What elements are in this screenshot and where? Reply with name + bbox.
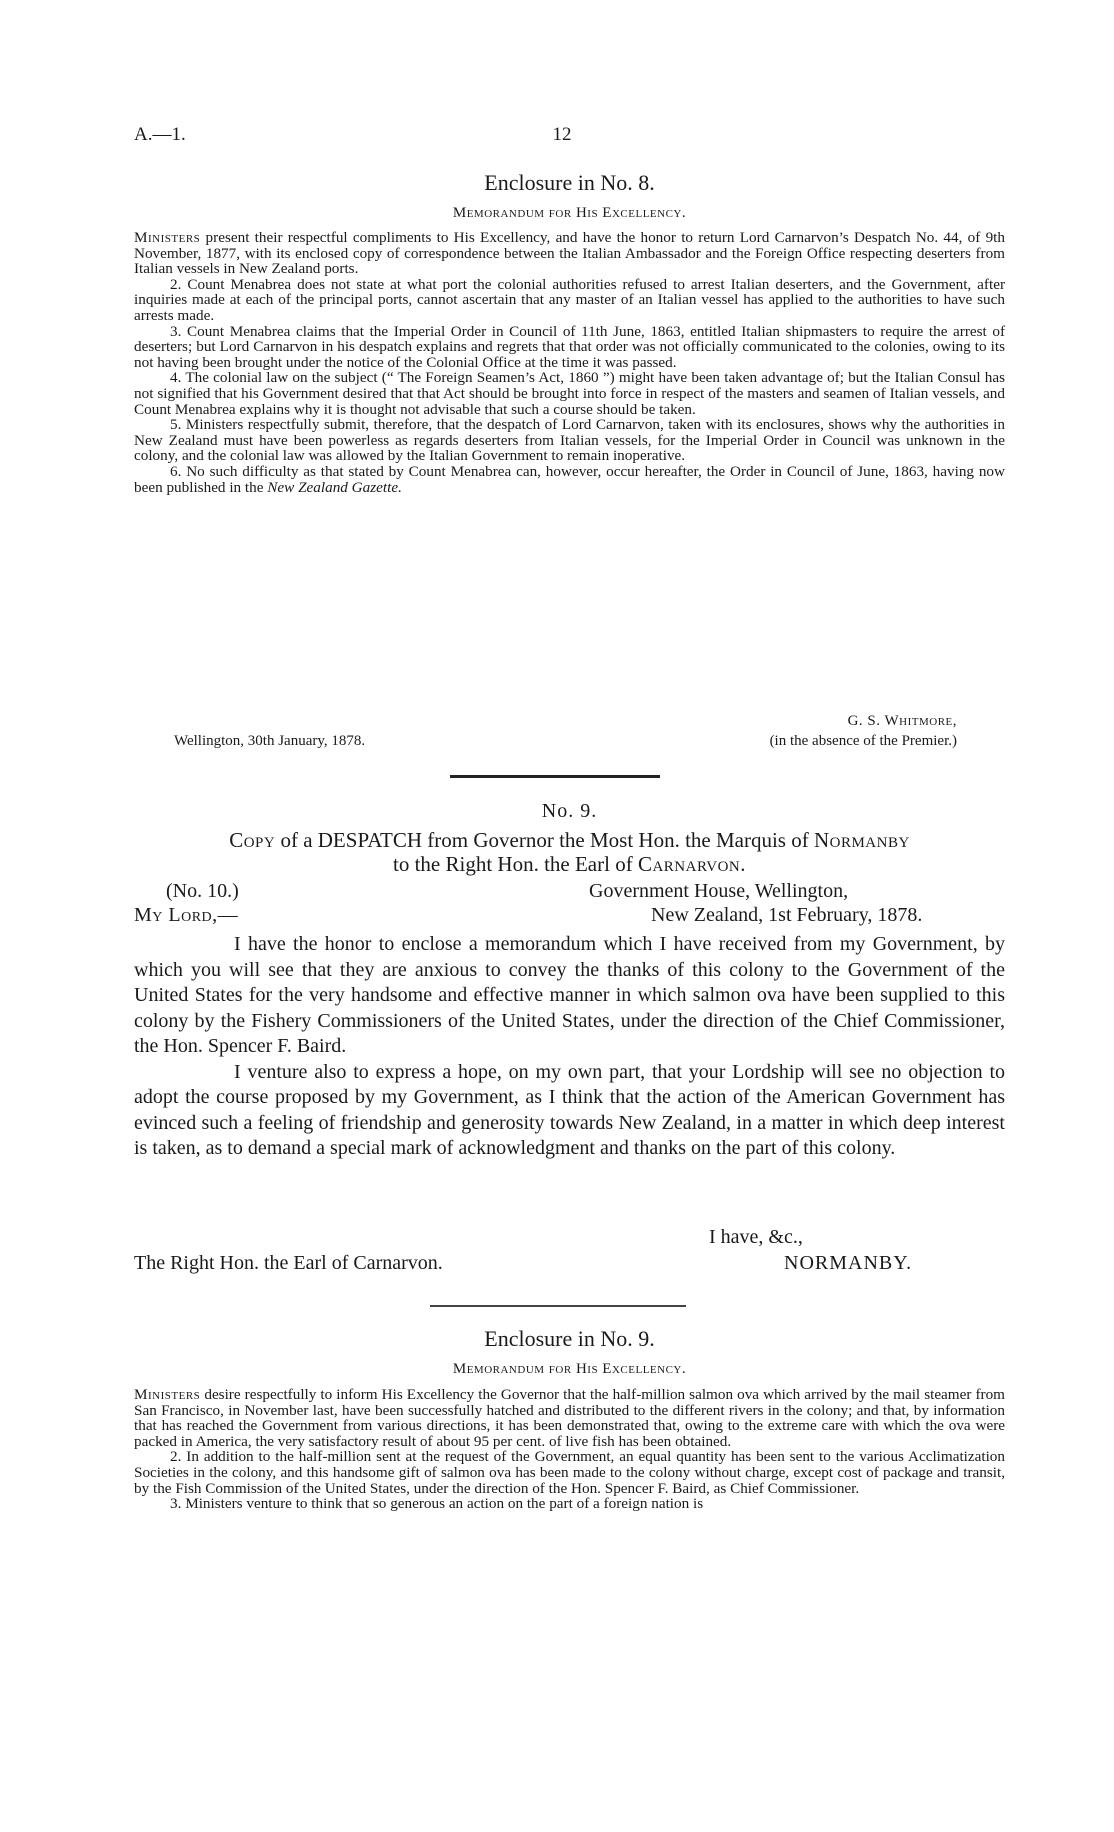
addressee: The Right Hon. the Earl of Carnarvon.	[134, 1252, 443, 1274]
governor-name: Normanby	[813, 828, 910, 852]
signatory-name: G. S. Whitmore,	[847, 713, 957, 729]
section-divider	[450, 775, 660, 778]
enclosure-8-paragraph: 4. The colonial law on the subject (“ The Foreign Seamen’s Act, 1860 ”) might have been taken advantage of; but the Italian Consul has not signified that his Government desired that that Act should be brought into force in respect of the masters and seamen of Italian vessels, and Count Menabrea explains why it is thought not advisable that such a course should be taken.	[134, 369, 1005, 418]
enclosure-8-subtitle: Memorandum for His Excellency.	[452, 205, 687, 221]
despatch-reference	[134, 880, 1005, 928]
address-line-2: New Zealand, 1st February, 1878.	[651, 904, 923, 926]
signatory-note: (in the absence of the Premier.)	[769, 733, 957, 749]
enclosure-9-subtitle: Memorandum for His Excellency.	[452, 1361, 687, 1377]
heading-line-2	[134, 852, 1005, 876]
heading-text: to the Right Hon. the Earl of	[392, 852, 638, 876]
place-date: Wellington, 30th January, 1878.	[174, 733, 366, 749]
despatch-closing	[134, 1226, 1005, 1282]
enclosure-9-paragraph: 2. In addition to the half-million sent at the request of the Government, an equal quantity has been sent to the various Acclimatization Societies in the colony, and this handsome gift of salmon ova has been made to the colony without charge, except cost of package and transit, by the Fish Commission of the United States, under the direction of the Hon. Spencer F. Baird, as Chief Commissioner.	[134, 1448, 1005, 1497]
enclosure-8-paragraph: 2. Count Menabrea does not state at what port the colonial authorities refused to arrest Italian deserters, and the Government, after inquiries made at each of the principal ports, cannot ascertain that any master of an Italian vessel has applied to the authorities to have such arrests made.	[134, 275, 1005, 324]
page-number: 12	[552, 124, 572, 145]
salutation: My Lord,—	[134, 904, 239, 926]
paragraph-lead: Ministers	[134, 1386, 201, 1403]
enclosure-8-paragraph	[134, 230, 1005, 277]
paragraph-lead: Ministers	[134, 229, 201, 246]
section-divider	[430, 1305, 686, 1307]
signature: NORMANBY.	[784, 1252, 913, 1274]
gazette-title: New Zealand Gazette.	[267, 478, 402, 496]
enclosure-8-paragraph: 5. Ministers respectfully submit, therefore, that the despatch of Lord Carnarvon, taken with its enclosures, shows why the authorities in New Zealand must have been powerless as regards deserters from Italian vessels, for the Imperial Order in Council was unknown in the colony, and the colonial law was allowed by the Italian Government to remain inoperative.	[134, 416, 1005, 465]
enclosure-8-body	[134, 230, 1005, 495]
paragraph-text: 6. No such difficulty as that stated by Count Menabrea can, however, occur hereafter, the Order in Council of June, 1863, having now been published in the	[134, 462, 1005, 496]
despatch-paragraph: I have the honor to enclose a memorandum which I have received from my Government, by which you will see that they are anxious to convey the thanks of this colony to the Government of the United States for the very handsome and effective manner in which salmon ova have been supplied to this colony by the Fishery Commissioners of the United States, under the direction of the Chief Commissioner, the Hon. Spencer F. Baird.	[134, 933, 1005, 1057]
enclosure-8-signature-block	[134, 713, 1005, 751]
despatch-body	[134, 932, 1005, 1162]
despatch-paragraph: I venture also to express a hope, on my own part, that your Lordship will see no objection to adopt the course proposed by my Government, as I think that the action of the American Government has evinced such a feeling of friendship and generosity towards New Zealand, in a matter in which deep interest is taken, as to demand a special mark of acknowledgment and thanks on the part of this colony.	[134, 1060, 1005, 1159]
paragraph-text: present their respectful compliments to His Excellency, and have the honor to return Lord Carnarvon’s Despatch No. 44, of 9th November, 1877, with its enclosed copy of correspondence between the Italian Ambassador and the Foreign Office respecting deserters from Italian vessels in New Zealand ports.	[134, 229, 1005, 278]
despatch-heading	[134, 828, 1005, 876]
enclosure-8-paragraph: 3. Count Menabrea claims that the Imperial Order in Council of 11th June, 1863, entitled Italian shipmasters to require the arrest of deserters; but Lord Carnarvon in his despatch explains and regrets that that order was not officially communicated to the colonies, owing to its not having been brought under the notice of the Colonial Office at the time it was passed.	[134, 322, 1005, 371]
enclosure-9-body	[134, 1387, 1005, 1512]
despatch-ref-number: (No. 10.)	[166, 880, 239, 902]
enclosure-9-paragraph: 3. Ministers venture to think that so generous an action on the part of a foreign nation is	[170, 1495, 704, 1513]
heading-line-1	[134, 828, 1005, 852]
address-line-1: Government House, Wellington,	[589, 880, 849, 902]
page-header	[134, 124, 990, 154]
enclosure-8-paragraph	[134, 464, 1005, 495]
document-code: A.—1.	[134, 124, 186, 145]
earl-name: Carnarvon.	[637, 852, 747, 876]
closing-formula: I have, &c.,	[709, 1226, 803, 1248]
enclosure-8-title: Enclosure in No. 8.	[484, 170, 655, 195]
heading-copy: Copy	[229, 828, 276, 852]
heading-text: of a DESPATCH from Governor the Most Hon. the Marquis of	[275, 828, 814, 852]
enclosure-9-title: Enclosure in No. 9.	[484, 1326, 655, 1351]
paragraph-text: desire respectfully to inform His Excellency the Governor that the half-million salmon ova which arrived by the mail steamer from San Francisco, in November last, have been successfully hatched and distributed to the different rivers in the colony; and that, by information that has reached the Government from various directions, it has been demonstrated that, owing to the extreme care with which the ova were packed in America, the very satisfactory result of about 95 per cent. of live fish has been obtained.	[134, 1386, 1005, 1450]
enclosure-9-paragraph	[134, 1387, 1005, 1449]
despatch-number: No. 9.	[541, 800, 598, 822]
